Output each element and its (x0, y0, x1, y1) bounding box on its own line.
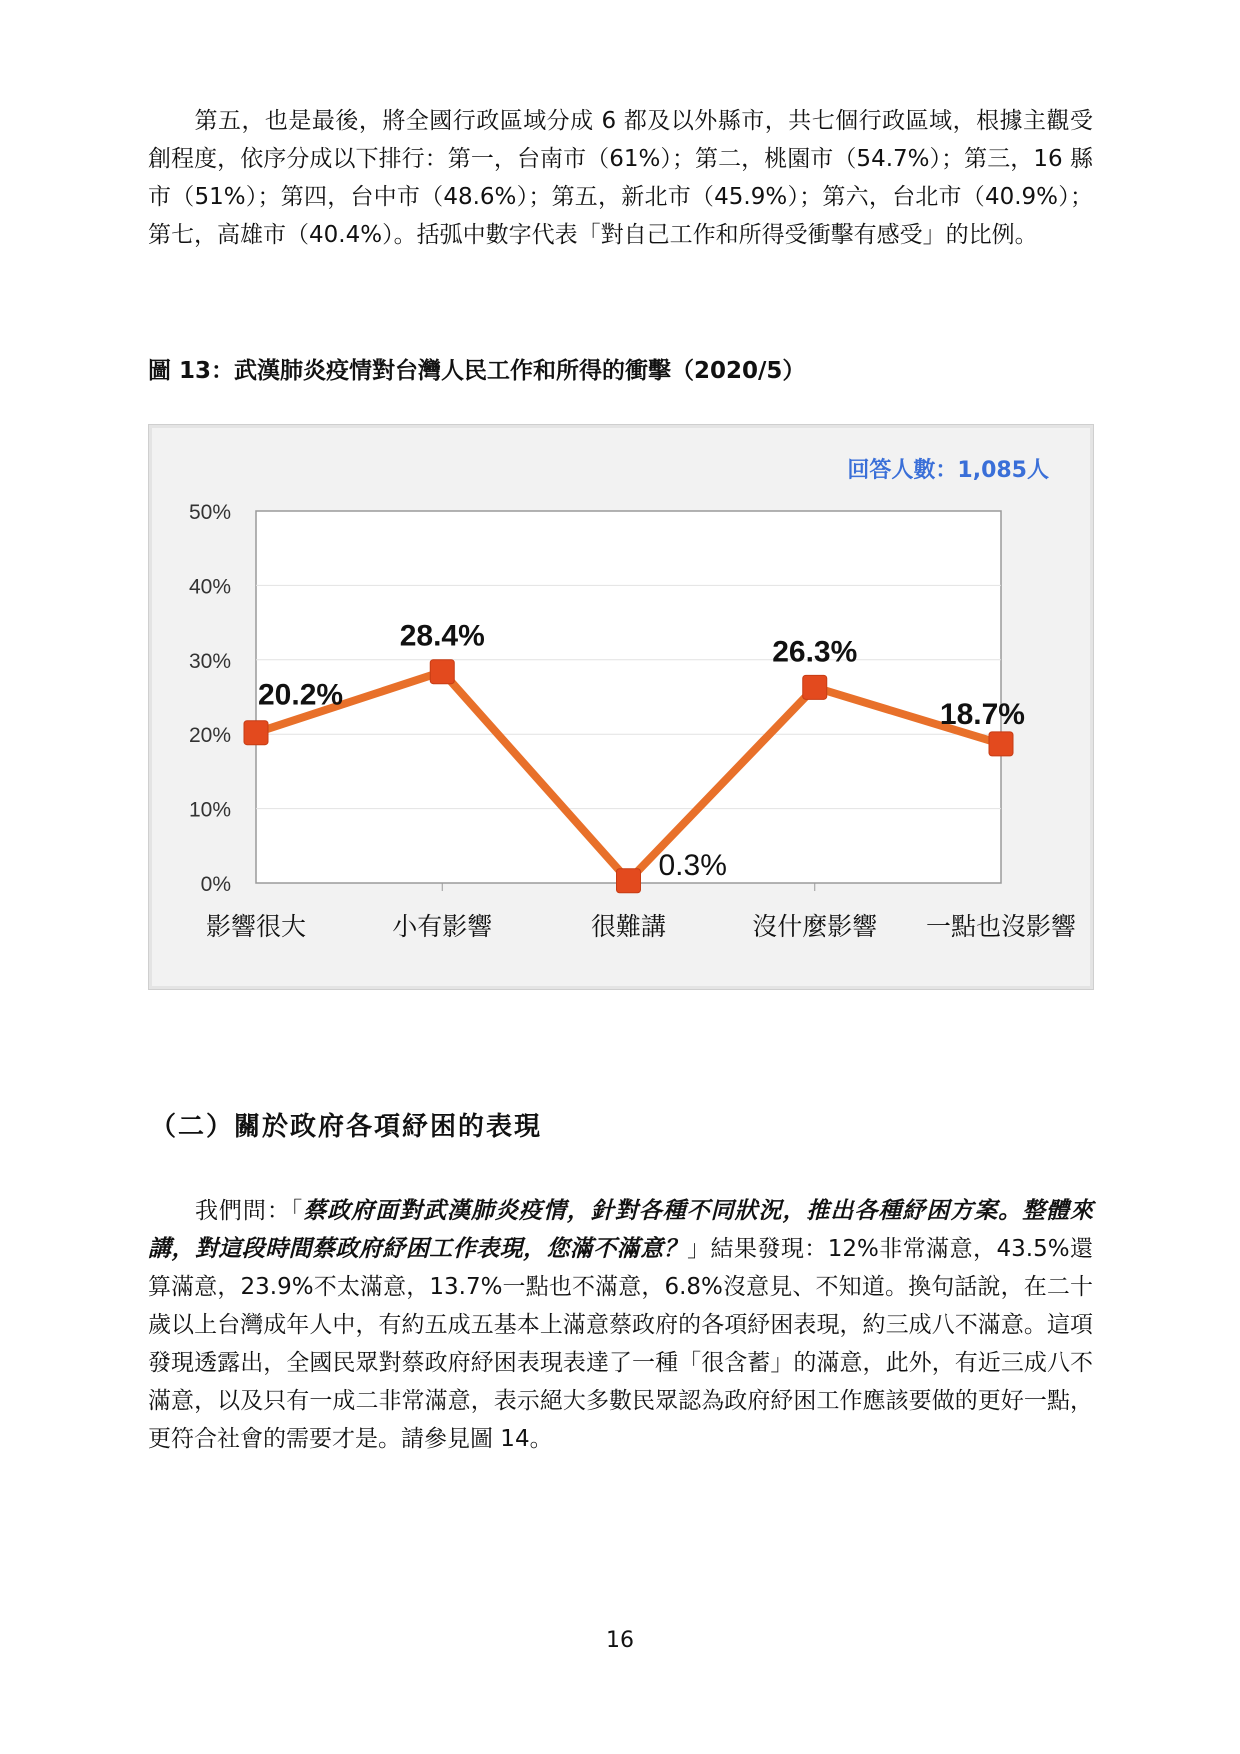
paragraph-text: 第五，也是最後，將全國行政區域分成 6 都及以外縣市，共七個行政區域，根據主觀受創程度，依序分成以下排行：第一，台南市（61%）；第二，桃園市（54.7%）；第三，16 縣市（51%）；第四，台中市（48.6%）；第五，新北市（45.9%）；第六，台北市（40.9%）；第七，高雄市（40.4%）。括弧中數字代表「對自己工作和所得受衝擊有感受」的比例。 (148, 108, 1093, 248)
paragraph-city-ranking (148, 102, 1093, 254)
data-point-marker (244, 721, 268, 745)
data-label: 18.7% (939, 697, 1025, 731)
section-heading: （二）關於政府各項紓困的表現 (150, 1112, 543, 1142)
data-label: 28.4% (399, 619, 485, 653)
y-tick-label: 30% (188, 649, 231, 673)
data-label: 26.3% (772, 635, 858, 669)
y-tick-label: 50% (188, 501, 231, 524)
page-number: 16 (606, 1628, 634, 1653)
data-label: 20.2% (258, 678, 344, 712)
x-category-label: 很難講 (590, 912, 667, 941)
x-category-label: 影響很大 (205, 912, 307, 941)
x-category-label: 一點也沒影響 (925, 912, 1077, 941)
figure-caption: 圖 13：武漢肺炎疫情對台灣人民工作和所得的衝擊（2020/5） (148, 358, 806, 384)
line-chart (148, 424, 1094, 990)
y-tick-label: 0% (200, 873, 231, 896)
y-tick-label: 40% (188, 575, 231, 599)
chart-svg (149, 425, 1093, 989)
data-label: 0.3% (658, 848, 727, 882)
data-point-marker (803, 675, 827, 699)
data-point-marker (430, 660, 454, 684)
data-point-marker (617, 869, 641, 893)
x-category-label: 小有影響 (392, 912, 493, 941)
y-tick-label: 20% (188, 724, 231, 748)
paragraph-relief-satisfaction (148, 1192, 1093, 1458)
x-category-label: 沒什麼影響 (752, 912, 878, 941)
y-tick-label: 10% (188, 798, 231, 822)
paragraph-rest: 」結果發現：12%非常滿意，43.5%還算滿意，23.9%不太滿意，13.7%一點也不滿意，6.8%沒意見、不知道。換句話說，在二十歲以上台灣成年人中，有約五成五基本上滿意蔡政府的各項紓困表現，約三成八不滿意。這項發現透露出，全國民眾對蔡政府紓困表現表達了一種「很含蓄」的滿意，此外，有近三成八不滿意，以及只有一成二非常滿意，表示絕大多數民眾認為政府紓困工作應該要做的更好一點，更符合社會的需要才是。請參見圖 14。 (148, 1236, 1094, 1452)
respondent-count-note: 回答人數：1,085人 (847, 458, 1049, 483)
paragraph-lead: 我們問：「 (194, 1198, 304, 1224)
survey-question: 蔡政府面對武漢肺炎疫情，針對各種不同狀況，推出各種紓困方案。整體來講，對這段時間蔡政府紓困工作表現，您滿不滿意？ (148, 1198, 1094, 1262)
data-point-marker (989, 732, 1013, 756)
